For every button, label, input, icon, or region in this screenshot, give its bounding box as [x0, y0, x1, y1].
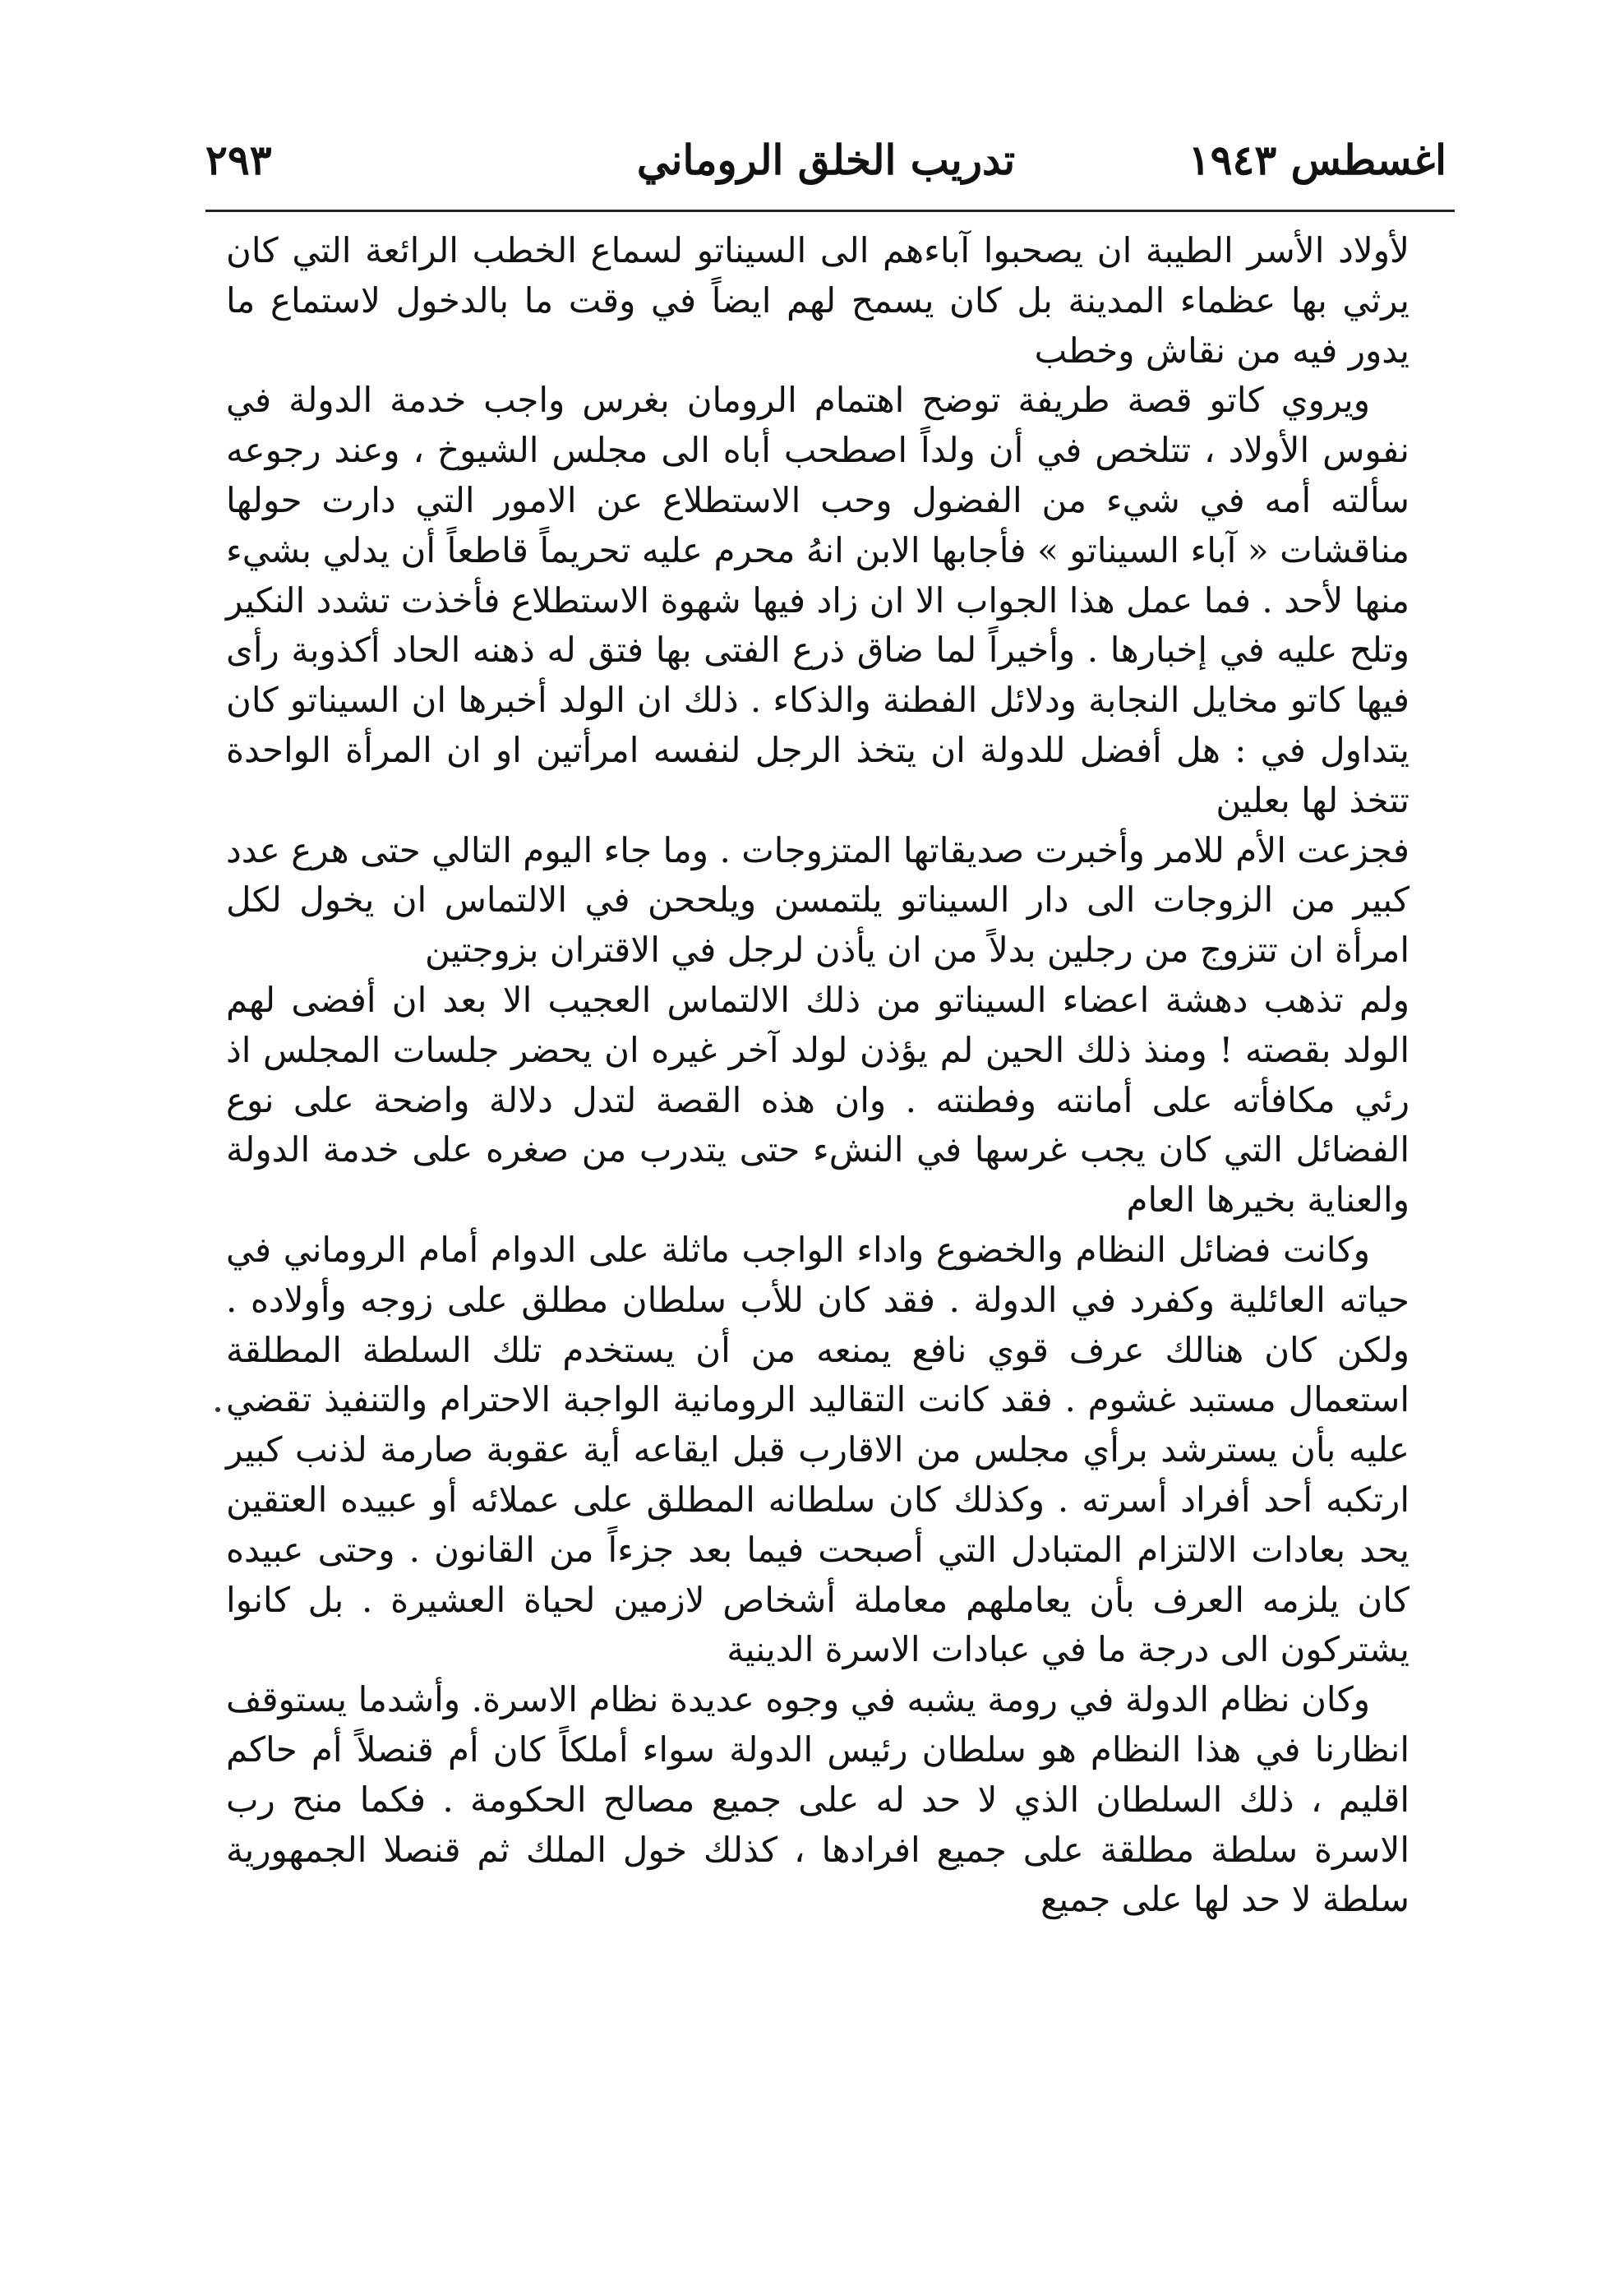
paragraph: فجزعت الأم للامر وأخبرت صديقاتها المتزوجات . وما جاء اليوم التالي حتى هرع عدد كبير من الزوجات الى دار السيناتو يلتمسن ويلححن في الالتماس ان يخول لكل امرأة ان تتزوج من رجلين بدلاً من ان يأذن لرجل في الاقتران بزوجتين [226, 829, 1409, 971]
paragraph: وكان نظام الدولة في رومة يشبه في وجوه عديدة نظام الاسرة. وأشدما يستوقف انظارنا في هذا النظام هو سلطان رئيس الدولة سواء أملكاً كان أم قنصلاً أم حاكم اقليم ، ذلك السلطان الذي لا حد له على جميع مصالح الحكومة . فكما منح رب الاسرة سلطة مطلقة على جميع افرادها ، كذلك خول الملك ثم قنصلا الجمهورية سلطة لا حد لها على جميع [226, 1679, 1409, 1920]
paragraph: لأولاد الأسر الطيبة ان يصحبوا آباءهم الى السيناتو لسماع الخطب الرائعة التي كان يرثي بها عظماء المدينة بل كان يسمح لهم ايضاً في وقت ما بالدخول لاستماع ما يدور فيه من نقاش وخطب [226, 230, 1409, 371]
paragraph: وكانت فضائل النظام والخضوع واداء الواجب ماثلة على الدوام أمام الروماني في حياته العائلية وكفرد في الدولة . فقد كان للأب سلطان مطلق على زوجه وأولاده . ولكن كان هنالك عرف قوي نافع يمنعه من أن يستخدم تلك السلطة المطلقة استعمال مستبد غشوم . فقد كانت التقاليد الرومانية الواجبة الاحترام والتنفيذ تقضي عليه بأن يسترشد برأي مجلس من الاقارب قبل ايقاعه أية عقوبة صارمة لذنب كبير ارتكبه أحد أفراد أسرته . وكذلك كان سلطانه المطلق على عملائه أو عبيده العتقين يحد بعادات الالتزام المتبادل التي أصبحت فيما بعد جزءاً من القانون . وحتى عبيده كان يلزمه العرف بأن يعاملهم معاملة أشخاص لازمين لحياة العشيرة . بل كانوا يشتركون الى درجة ما في عبادات الاسرة الدينية [226, 1229, 1409, 1670]
article-body [226, 226, 1409, 1925]
paragraph: ولم تذهب دهشة اعضاء السيناتو من ذلك الالتماس العجيب الا بعد ان أفضى لهم الولد بقصته ! ومنذ ذلك الحين لم يؤذن لولد آخر غيره ان يحضر جلسات المجلس اذ رئي مكافأته على أمانته وفطنته . وان هذه القصة لتدل دلالة واضحة على نوع الفضائل التي كان يجب غرسها في النشء حتى يتدرب من صغره على خدمة الدولة والعناية بخيرها العام [226, 979, 1409, 1221]
margin-dot [215, 1407, 220, 1412]
issue-date: اغسطس ١٩٤٣ [1188, 136, 1446, 184]
paragraph: ويروي كاتو قصة طريفة توضح اهتمام الرومان بغرس واجب خدمة الدولة في نفوس الأولاد ، تتلخص في أن ولداً اصطحب أباه الى مجلس الشيوخ ، وعند رجوعه سألته أمه في شيء من الفضول وحب الاستطلاع عن الامور التي دارت حولها مناقشات « آباء السيناتو » فأجابها الابن انهُ محرم عليه تحريماً قاطعاً أن يدلي بشيء منها لأحد . فما عمل هذا الجواب الا ان زاد فيها شهوة الاستطلاع فأخذت تشدد النكير وتلح عليه في إخبارها . وأخيراً لما ضاق ذرع الفتى بها فتق له ذهنه الحاد أكذوبة رأى فيها كاتو مخايل النجابة ودلائل الفطنة والذكاء . ذلك ان الولد أخبرها ان السيناتو كان يتداول في : هل أفضل للدولة ان يتخذ الرجل لنفسه امرأتين او ان المرأة الواحدة تتخذ لها بعلين [226, 380, 1409, 820]
running-title: تدريب الخلق الروماني [636, 136, 1016, 184]
page-header [205, 123, 1446, 197]
header-rule [205, 210, 1455, 212]
page-number: ٢٩٣ [205, 136, 272, 184]
